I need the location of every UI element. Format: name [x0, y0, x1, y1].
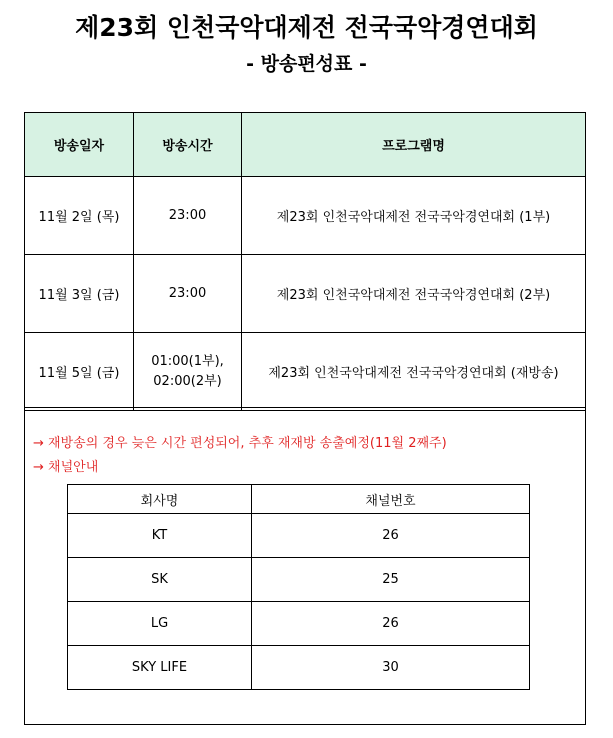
broadcast-schedule-table [24, 112, 586, 411]
channel-row [68, 558, 530, 602]
broadcast-date: 11월 3일 (금) [25, 255, 134, 333]
program-name: 제23회 인천국악대제전 전국국악경연대회 (2부) [242, 255, 586, 333]
company-name: KT [68, 514, 252, 558]
notes-section [33, 432, 447, 480]
time-line: 02:00(2부) [153, 373, 222, 389]
header-broadcast-time: 방송시간 [134, 113, 242, 177]
schedule-row [25, 333, 586, 411]
broadcast-date: 11월 5일 (금) [25, 333, 134, 411]
channel-row [68, 646, 530, 690]
broadcast-time [134, 177, 242, 255]
company-name: SK [68, 558, 252, 602]
header-broadcast-date: 방송일자 [25, 113, 134, 177]
schedule-row [25, 255, 586, 333]
channel-number: 26 [252, 514, 530, 558]
schedule-row [25, 177, 586, 255]
channel-number: 25 [252, 558, 530, 602]
company-name: LG [68, 602, 252, 646]
time-line: 01:00(1부), [151, 353, 224, 369]
channel-number: 30 [252, 646, 530, 690]
time-line: 23:00 [168, 208, 207, 223]
broadcast-time [134, 333, 242, 411]
channel-header-row [68, 485, 530, 514]
broadcast-date: 11월 2일 (목) [25, 177, 134, 255]
rebroadcast-note: → 재방송의 경우 늦은 시간 편성되어, 추후 재재방 송출예정(11월 2째주) [33, 436, 447, 451]
header-company: 회사명 [68, 485, 252, 514]
schedule-header-row [25, 113, 586, 177]
channel-row [68, 602, 530, 646]
channel-number: 26 [252, 602, 530, 646]
header-program-name: 프로그램명 [242, 113, 586, 177]
page-subtitle: - 방송편성표 - [246, 53, 367, 75]
channel-guide-note: → 채널안내 [33, 460, 99, 475]
program-name: 제23회 인천국악대제전 전국국악경연대회 (1부) [242, 177, 586, 255]
page-title: 제23회 인천국악대제전 전국국악경연대회 [75, 13, 538, 42]
channel-table [67, 484, 530, 690]
double-divider [24, 407, 586, 411]
program-name: 제23회 인천국악대제전 전국국악경연대회 (재방송) [242, 333, 586, 411]
broadcast-time [134, 255, 242, 333]
channel-row [68, 514, 530, 558]
header-channel-number: 채널번호 [252, 485, 530, 514]
company-name: SKY LIFE [68, 646, 252, 690]
time-line: 23:00 [168, 286, 207, 301]
